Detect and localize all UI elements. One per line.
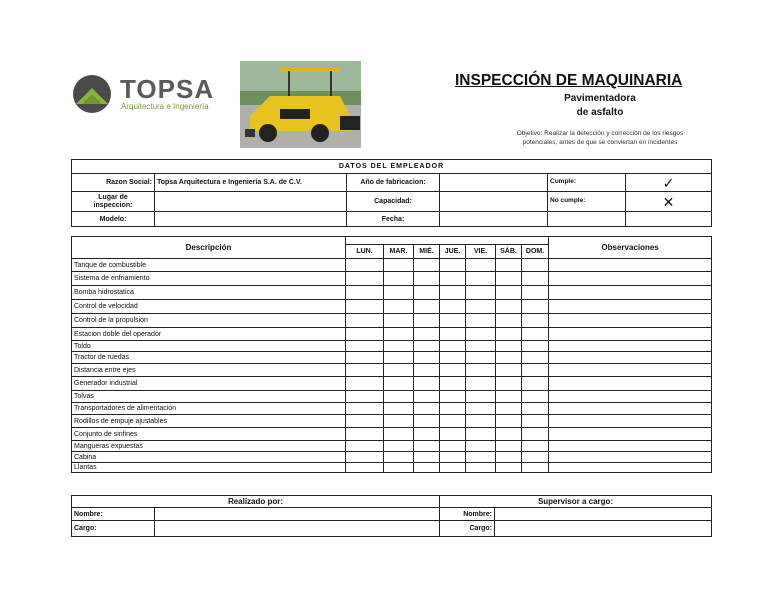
observation-cell[interactable] [549, 441, 712, 452]
day-check-cell[interactable] [466, 341, 496, 352]
checklist-item-label: Estacion doble del operador [72, 328, 346, 341]
supervisor-header: Supervisor a cargo: [440, 496, 712, 508]
day-check-cell[interactable] [440, 428, 466, 441]
observation-cell[interactable] [549, 300, 712, 314]
checklist-item-label: Rodillos de empuje ajustables [72, 415, 346, 428]
day-check-cell[interactable] [496, 391, 522, 403]
day-check-cell[interactable] [496, 377, 522, 391]
day-check-cell[interactable] [346, 391, 384, 403]
checklist-item-label: Distancia entre ejes [72, 364, 346, 377]
checklist-row [72, 300, 712, 314]
observation-cell[interactable] [549, 463, 712, 473]
observation-cell[interactable] [549, 377, 712, 391]
day-check-cell[interactable] [466, 352, 496, 364]
day-check-cell[interactable] [414, 352, 440, 364]
day-check-cell[interactable] [522, 352, 549, 364]
day-check-cell[interactable] [440, 272, 466, 286]
checklist-item-label: Sistema de enfriamiento [72, 272, 346, 286]
realizado-cargo-label: Cargo: [72, 521, 155, 537]
day-check-cell[interactable] [466, 403, 496, 415]
day-check-cell[interactable] [384, 259, 414, 272]
day-header: VIE. [466, 245, 496, 259]
supervisor-cargo-field[interactable] [495, 521, 712, 537]
day-check-cell[interactable] [384, 428, 414, 441]
observation-cell[interactable] [549, 341, 712, 352]
modelo-label: Modelo: [72, 212, 155, 227]
day-check-cell[interactable] [522, 364, 549, 377]
day-check-cell[interactable] [440, 441, 466, 452]
day-check-cell[interactable] [440, 364, 466, 377]
day-check-cell[interactable] [440, 314, 466, 328]
checklist-item-label: Toldo [72, 341, 346, 352]
checklist-row [72, 377, 712, 391]
day-check-cell[interactable] [496, 463, 522, 473]
day-check-cell[interactable] [414, 452, 440, 463]
objective-line1: Objetivo: Realizar la detección y corrección de los riesgos [516, 130, 684, 137]
day-check-cell[interactable] [414, 403, 440, 415]
day-check-cell[interactable] [414, 328, 440, 341]
day-check-cell[interactable] [384, 463, 414, 473]
day-check-cell[interactable] [496, 341, 522, 352]
day-check-cell[interactable] [384, 314, 414, 328]
checklist-row [72, 441, 712, 452]
checklist-item-label: Generador industrial [72, 377, 346, 391]
day-check-cell[interactable] [384, 452, 414, 463]
day-check-cell[interactable] [440, 391, 466, 403]
day-check-cell[interactable] [346, 364, 384, 377]
checklist-row [72, 415, 712, 428]
modelo-field[interactable] [155, 212, 347, 227]
checklist-row [72, 328, 712, 341]
logo-brand: TOPSA [120, 74, 215, 104]
paver-machine-photo [240, 61, 361, 148]
days-header-spacer [346, 237, 549, 245]
day-check-cell[interactable] [346, 352, 384, 364]
day-check-cell[interactable] [496, 272, 522, 286]
anio-fabricacion-label: Año de fabricacion: [347, 174, 440, 192]
razon-social-value[interactable]: Topsa Arquitectura e Ingeniería S.A. de C.V. [155, 174, 347, 192]
day-check-cell[interactable] [440, 463, 466, 473]
objective-line2: potenciales, antes de que se conviertan en incidentes [522, 139, 678, 146]
checklist-item-label: Mangueras expuestas [72, 441, 346, 452]
day-check-cell[interactable] [414, 391, 440, 403]
day-check-cell[interactable] [384, 272, 414, 286]
day-check-cell[interactable] [414, 286, 440, 300]
day-check-cell[interactable] [522, 286, 549, 300]
realizado-cargo-field[interactable] [155, 521, 440, 537]
description-header: Descripción [72, 237, 346, 259]
day-check-cell[interactable] [466, 314, 496, 328]
checklist-row [72, 286, 712, 300]
checklist-row [72, 272, 712, 286]
day-check-cell[interactable] [346, 452, 384, 463]
observation-cell[interactable] [549, 452, 712, 463]
day-check-cell[interactable] [466, 428, 496, 441]
checklist-item-label: Tractor de ruedas [72, 352, 346, 364]
anio-fabricacion-field[interactable] [440, 174, 548, 192]
day-check-cell[interactable] [466, 391, 496, 403]
observation-cell[interactable] [549, 286, 712, 300]
day-check-cell[interactable] [346, 441, 384, 452]
checklist-item-label: Llantas [72, 463, 346, 473]
day-check-cell[interactable] [496, 364, 522, 377]
day-check-cell[interactable] [522, 452, 549, 463]
lugar-inspeccion-label [72, 192, 155, 212]
page-title: INSPECCIÓN DE MAQUINARIA [455, 72, 683, 89]
day-check-cell[interactable] [466, 441, 496, 452]
supervisor-nombre-field[interactable] [495, 508, 712, 521]
observation-cell[interactable] [549, 328, 712, 341]
supervisor-cargo-label: Cargo: [440, 521, 495, 537]
day-check-cell[interactable] [414, 364, 440, 377]
day-header: MAR. [384, 245, 414, 259]
day-check-cell[interactable] [466, 328, 496, 341]
day-check-cell[interactable] [496, 286, 522, 300]
realizado-por-header: Realizado por: [72, 496, 440, 508]
fecha-label: Fecha: [347, 212, 440, 227]
empty-cell [626, 212, 712, 227]
observation-cell[interactable] [549, 364, 712, 377]
day-check-cell[interactable] [346, 463, 384, 473]
day-check-cell[interactable] [346, 341, 384, 352]
day-check-cell[interactable] [522, 428, 549, 441]
fecha-field[interactable] [440, 212, 548, 227]
signature-table [71, 495, 712, 537]
day-check-cell[interactable] [440, 452, 466, 463]
day-check-cell[interactable] [522, 403, 549, 415]
observation-cell[interactable] [549, 428, 712, 441]
day-check-cell[interactable] [440, 259, 466, 272]
checklist-row [72, 364, 712, 377]
day-check-cell[interactable] [466, 364, 496, 377]
day-check-cell[interactable] [384, 415, 414, 428]
day-header: LUN. [346, 245, 384, 259]
company-logo [72, 74, 222, 114]
day-check-cell[interactable] [384, 403, 414, 415]
day-check-cell[interactable] [414, 272, 440, 286]
subtitle-line1: Pavimentadora [564, 93, 636, 104]
checklist-item-label: Control de la propulsion [72, 314, 346, 328]
checklist-item-label: Transportadores de alimentación [72, 403, 346, 415]
razon-social-label: Razon Social: [72, 174, 155, 192]
day-header: JUE. [440, 245, 466, 259]
day-check-cell[interactable] [440, 328, 466, 341]
day-check-cell[interactable] [440, 341, 466, 352]
day-check-cell[interactable] [496, 415, 522, 428]
observations-header: Observaciones [549, 237, 712, 259]
observation-cell[interactable] [549, 415, 712, 428]
day-check-cell[interactable] [346, 428, 384, 441]
day-check-cell[interactable] [414, 259, 440, 272]
day-check-cell[interactable] [496, 352, 522, 364]
logo-tagline: Arquitectura e Ingeniería [121, 102, 209, 111]
day-check-cell[interactable] [384, 377, 414, 391]
day-check-cell[interactable] [466, 463, 496, 473]
day-check-cell[interactable] [466, 286, 496, 300]
day-check-cell[interactable] [496, 428, 522, 441]
day-check-cell[interactable] [522, 441, 549, 452]
day-check-cell[interactable] [346, 272, 384, 286]
day-check-cell[interactable] [496, 403, 522, 415]
day-check-cell[interactable] [384, 286, 414, 300]
day-check-cell[interactable] [414, 463, 440, 473]
day-check-cell[interactable] [440, 415, 466, 428]
observation-cell[interactable] [549, 391, 712, 403]
day-check-cell[interactable] [384, 300, 414, 314]
day-check-cell[interactable] [496, 314, 522, 328]
day-check-cell[interactable] [384, 391, 414, 403]
checklist-row [72, 403, 712, 415]
day-check-cell[interactable] [414, 314, 440, 328]
day-check-cell[interactable] [384, 441, 414, 452]
day-check-cell[interactable] [440, 377, 466, 391]
day-check-cell[interactable] [522, 259, 549, 272]
employer-section-title: DATOS DEL EMPLEADOR [72, 160, 712, 174]
checklist-row [72, 452, 712, 463]
supervisor-nombre-label: Nombre: [440, 508, 495, 521]
day-check-cell[interactable] [384, 352, 414, 364]
day-check-cell[interactable] [346, 286, 384, 300]
checklist-item-label: Bomba hidrostatica [72, 286, 346, 300]
checklist-item-label: Control de velocidad [72, 300, 346, 314]
inspection-checklist-table [71, 236, 712, 473]
checklist-row [72, 259, 712, 272]
observation-cell[interactable] [549, 272, 712, 286]
day-check-cell[interactable] [414, 341, 440, 352]
checklist-row [72, 428, 712, 441]
day-check-cell[interactable] [522, 341, 549, 352]
no-cumple-label: No cumple: [548, 192, 626, 212]
capacidad-field[interactable] [440, 192, 548, 212]
day-check-cell[interactable] [414, 377, 440, 391]
day-check-cell[interactable] [440, 286, 466, 300]
day-check-cell[interactable] [384, 341, 414, 352]
cumple-label: Cumple: [548, 174, 626, 192]
checklist-row [72, 391, 712, 403]
checklist-item-label: Tolvas [72, 391, 346, 403]
checklist-row [72, 341, 712, 352]
day-check-cell[interactable] [440, 300, 466, 314]
day-check-cell[interactable] [496, 259, 522, 272]
lugar-label-1: Lugar de [98, 193, 128, 201]
day-check-cell[interactable] [522, 463, 549, 473]
checklist-item-label: Conjunto de sinfines [72, 428, 346, 441]
day-check-cell[interactable] [496, 441, 522, 452]
check-icon: ✓ [626, 174, 712, 192]
capacidad-label: Capacidad: [347, 192, 440, 212]
day-check-cell[interactable] [346, 415, 384, 428]
day-check-cell[interactable] [414, 300, 440, 314]
realizado-nombre-field[interactable] [155, 508, 440, 521]
employer-data-table [71, 159, 712, 227]
day-check-cell[interactable] [414, 428, 440, 441]
day-check-cell[interactable] [522, 377, 549, 391]
observation-cell[interactable] [549, 259, 712, 272]
logo-mark-icon [72, 74, 112, 114]
day-check-cell[interactable] [346, 377, 384, 391]
checklist-item-label: Cabina [72, 452, 346, 463]
checklist-row [72, 314, 712, 328]
day-check-cell[interactable] [496, 328, 522, 341]
observation-cell[interactable] [549, 403, 712, 415]
day-check-cell[interactable] [522, 391, 549, 403]
day-header: SÁB. [496, 245, 522, 259]
day-check-cell[interactable] [496, 452, 522, 463]
subtitle-line2: de asfalto [576, 107, 624, 118]
day-check-cell[interactable] [522, 328, 549, 341]
checklist-row [72, 352, 712, 364]
day-header: MIÉ. [414, 245, 440, 259]
day-check-cell[interactable] [522, 300, 549, 314]
day-check-cell[interactable] [384, 364, 414, 377]
day-check-cell[interactable] [466, 415, 496, 428]
day-check-cell[interactable] [346, 259, 384, 272]
day-check-cell[interactable] [522, 415, 549, 428]
day-check-cell[interactable] [466, 452, 496, 463]
day-check-cell[interactable] [522, 272, 549, 286]
day-check-cell[interactable] [346, 328, 384, 341]
empty-cell [548, 212, 626, 227]
day-check-cell[interactable] [496, 300, 522, 314]
lugar-inspeccion-field[interactable] [155, 192, 347, 212]
day-check-cell[interactable] [346, 314, 384, 328]
day-check-cell[interactable] [440, 352, 466, 364]
checklist-row [72, 463, 712, 473]
day-check-cell[interactable] [466, 300, 496, 314]
cross-icon: ✕ [626, 192, 712, 212]
checklist-item-label: Tanque de combustible [72, 259, 346, 272]
day-check-cell[interactable] [466, 272, 496, 286]
day-check-cell[interactable] [440, 403, 466, 415]
day-check-cell[interactable] [414, 441, 440, 452]
day-check-cell[interactable] [346, 300, 384, 314]
observation-cell[interactable] [549, 314, 712, 328]
day-check-cell[interactable] [466, 377, 496, 391]
day-check-cell[interactable] [466, 259, 496, 272]
observation-cell[interactable] [549, 352, 712, 364]
lugar-label-2: inspeccion: [93, 201, 133, 209]
day-check-cell[interactable] [384, 328, 414, 341]
day-check-cell[interactable] [414, 415, 440, 428]
realizado-nombre-label: Nombre: [72, 508, 155, 521]
day-check-cell[interactable] [346, 403, 384, 415]
day-header: DOM. [522, 245, 549, 259]
day-check-cell[interactable] [522, 314, 549, 328]
